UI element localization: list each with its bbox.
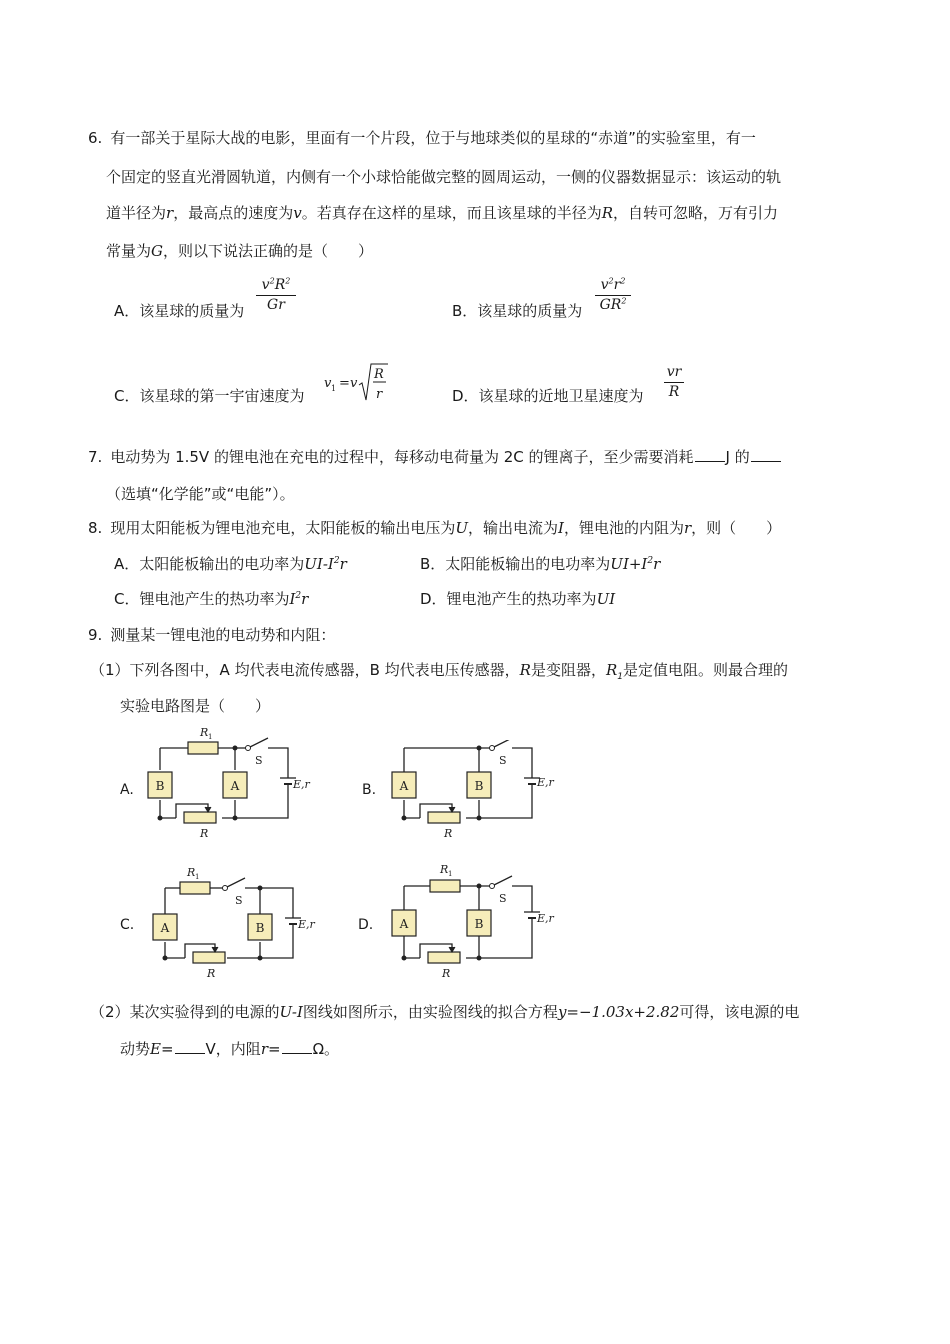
q6-line4: 常量为G，则以下说法正确的是（ ） bbox=[106, 242, 374, 260]
q6-option-a: A．该星球的质量为 bbox=[114, 302, 245, 320]
q9-part2-line1: （2）某次实验得到的电源的U-I图线如图所示，由实验图线的拟合方程y=−1.03x+2.82可得，该电源的电 bbox=[90, 1003, 800, 1021]
svg-text:E,r: E,r bbox=[537, 776, 554, 789]
svg-text:R: R bbox=[200, 726, 209, 739]
svg-text:B: B bbox=[255, 921, 265, 935]
q6-option-c: C．该星球的第一宇宙速度为 bbox=[114, 387, 305, 405]
svg-text:E,r: E,r bbox=[537, 912, 554, 925]
svg-text:R: R bbox=[374, 367, 384, 382]
q9-line1: 9. 测量某一锂电池的电动势和内阻： bbox=[88, 626, 336, 644]
svg-text:A: A bbox=[230, 779, 240, 793]
q9-part2-line2: 动势E= V，内阻r= Ω。 bbox=[120, 1040, 340, 1058]
circuit-label-b: B. bbox=[362, 782, 377, 798]
svg-text:1: 1 bbox=[208, 733, 213, 741]
svg-text:R: R bbox=[442, 967, 451, 980]
q8-option-b: B．太阳能板输出的电功率为$UI+I^2r$ bbox=[420, 555, 661, 573]
circuit-diagram-a[interactable] bbox=[140, 722, 330, 842]
svg-text:r: r bbox=[376, 387, 383, 402]
q8-option-d: D．锂电池产生的热功率为UI bbox=[420, 590, 616, 608]
circuit-label-a: A. bbox=[120, 782, 134, 798]
r1-resistor bbox=[180, 882, 210, 894]
q9-blank-emf[interactable] bbox=[175, 1039, 205, 1054]
svg-text:R: R bbox=[187, 866, 196, 879]
rheostat bbox=[428, 952, 460, 963]
q7-line1: 7. 电动势为 1.5V 的锂电池在充电的过程中，每移动电荷量为 2C 的锂离子，至少需要消耗 J 的 bbox=[88, 447, 782, 467]
rheostat bbox=[193, 952, 225, 963]
circuit-diagram-d[interactable] bbox=[384, 858, 574, 982]
svg-text:1: 1 bbox=[448, 870, 453, 878]
svg-text:E,r: E,r bbox=[298, 918, 315, 931]
q6-line1: 6. 有一部关于星际大战的电影，里面有一个片段，位于与地球类似的星球的“赤道”的实验室里，有一 bbox=[88, 129, 756, 147]
svg-text:v: v bbox=[324, 376, 332, 391]
svg-text:A: A bbox=[160, 921, 170, 935]
q6-option-a-formula: $v^2R^2$ Gr bbox=[256, 277, 296, 317]
q6-option-b-formula: $v^2r^2$ $GR^2$ bbox=[595, 277, 631, 317]
svg-text:B: B bbox=[155, 779, 165, 793]
circuit-label-c: C. bbox=[120, 917, 135, 933]
q6-option-d-formula: vr R bbox=[664, 364, 684, 404]
svg-text:1: 1 bbox=[331, 384, 337, 393]
svg-text:B: B bbox=[474, 779, 484, 793]
q9-part1-line1: （1）下列各图中，A 均代表电流传感器，B 均代表电压传感器，R是变阻器，$R_1$是定值电阻。则最合理的 bbox=[90, 661, 788, 682]
q8-option-c: C．锂电池产生的热功率为$I^2r$ bbox=[114, 590, 309, 608]
svg-text:R: R bbox=[440, 863, 449, 876]
svg-text:R: R bbox=[200, 827, 209, 840]
q8-line1: 8. 现用太阳能板为锂电池充电，太阳能板的输出电压为U，输出电流为I，锂电池的内阻为r，则（ ） bbox=[88, 519, 782, 537]
svg-text:A: A bbox=[399, 917, 409, 931]
svg-text:v: v bbox=[350, 376, 358, 391]
svg-text:R: R bbox=[207, 967, 216, 980]
svg-text:S: S bbox=[499, 892, 507, 905]
q9-part1-line2: 实验电路图是（ ） bbox=[120, 697, 271, 715]
q9-blank-resistance[interactable] bbox=[282, 1039, 312, 1054]
svg-text:S: S bbox=[499, 754, 507, 767]
q7-blank-type[interactable] bbox=[751, 447, 781, 462]
rheostat bbox=[428, 812, 460, 823]
svg-text:E,r: E,r bbox=[293, 778, 310, 791]
q6-option-c-formula bbox=[322, 360, 392, 406]
q7-blank-energy[interactable] bbox=[695, 447, 725, 462]
svg-text:B: B bbox=[474, 917, 484, 931]
rheostat bbox=[184, 812, 216, 823]
r1-resistor bbox=[430, 880, 460, 892]
svg-text:R: R bbox=[444, 827, 453, 840]
circuit-diagram-c[interactable] bbox=[145, 862, 335, 982]
q6-line3: 道半径为r，最高点的速度为v。若真存在这样的星球，而且该星球的半径为R，自转可忽略，万有引力 bbox=[106, 204, 779, 222]
svg-text:A: A bbox=[399, 779, 409, 793]
svg-text:S: S bbox=[235, 894, 243, 907]
circuit-label-d: D. bbox=[358, 917, 374, 933]
circuit-diagram-b[interactable] bbox=[384, 740, 574, 842]
q6-option-b: B．该星球的质量为 bbox=[452, 302, 583, 320]
svg-text:=: = bbox=[339, 376, 350, 391]
svg-text:1: 1 bbox=[195, 873, 200, 881]
q6-line2: 个固定的竖直光滑圆轨道，内侧有一个小球恰能做完整的圆周运动，一侧的仪器数据显示：该运动的轨 bbox=[106, 168, 782, 186]
q7-line2: （选填“化学能”或“电能”）。 bbox=[106, 485, 295, 503]
q6-option-d: D．该星球的近地卫星速度为 bbox=[452, 387, 644, 405]
r1-resistor bbox=[188, 742, 218, 754]
q8-option-a: A．太阳能板输出的电功率为$UI-I^2r$ bbox=[114, 555, 347, 573]
svg-text:S: S bbox=[255, 754, 263, 767]
